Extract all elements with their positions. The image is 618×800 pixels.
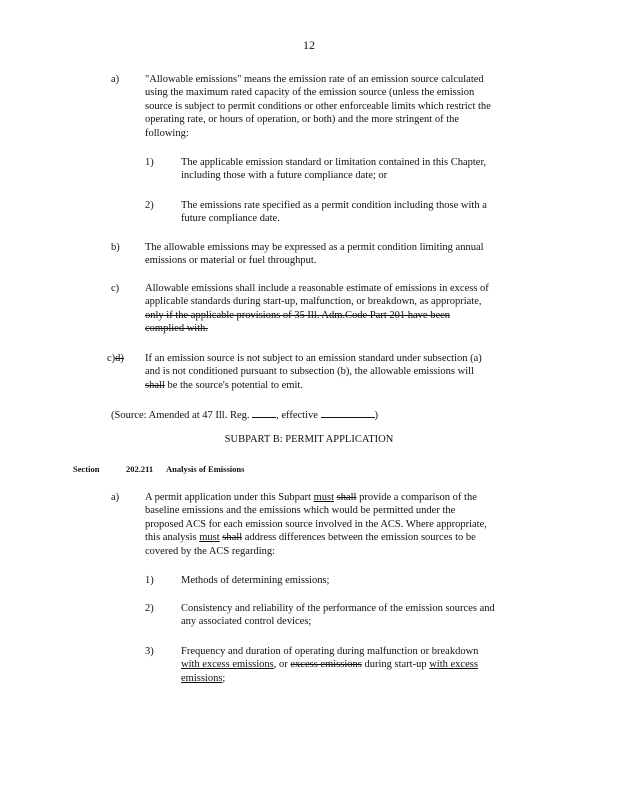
item-a-label: a) xyxy=(111,74,120,85)
item-a1-line: The applicable emission standard or limitation contained in this Chapter, xyxy=(181,157,487,168)
text-run: , or xyxy=(273,659,288,671)
section-heading xyxy=(73,464,244,474)
item-c-text xyxy=(145,282,537,336)
item-a1-label: 1) xyxy=(145,157,154,168)
text-run: provide a comparison of the xyxy=(359,492,477,503)
analysis-a-line xyxy=(145,531,527,544)
source-mid: , effective xyxy=(276,410,318,421)
text-run: ; xyxy=(222,672,226,684)
list-2-line: Consistency and reliability of the performance of the emission sources and xyxy=(181,603,495,614)
list-3-label: 3) xyxy=(145,646,154,657)
analysis-a-line: covered by the ACS regarding: xyxy=(145,545,276,557)
blank-line xyxy=(252,407,276,418)
item-a-text xyxy=(145,73,541,140)
list-3-line: Frequency and duration of operating during malfunction or breakdown xyxy=(181,646,479,657)
item-d-line xyxy=(145,379,529,392)
subpart-heading: SUBPART B: PERMIT APPLICATION xyxy=(224,434,394,445)
item-d-line: If an emission source is not subject to an emission standard under subsection (a) xyxy=(145,353,482,364)
item-a1-text xyxy=(181,156,526,183)
list-3-text xyxy=(181,645,526,685)
item-d-text xyxy=(145,352,529,392)
deleted-text: shall xyxy=(222,532,243,544)
list-2-text xyxy=(181,602,539,629)
item-a-line: using the maximum rated capacity of the emission source (unless the emission xyxy=(145,87,475,99)
deleted-text: complied with. xyxy=(145,323,208,335)
item-a2-text xyxy=(181,199,533,226)
list-1-line: Methods of determining emissions; xyxy=(181,575,330,586)
item-b-label: b) xyxy=(111,242,120,253)
item-b-line: The allowable emissions may be expressed as a permit condition limiting annual xyxy=(145,242,484,253)
section-number: 202.211 xyxy=(126,464,154,474)
list-3-line xyxy=(181,672,526,685)
item-a-line: "Allowable emissions" means the emission rate of an emission source calculated xyxy=(145,74,484,85)
analysis-a-line xyxy=(145,491,527,504)
item-a2-line: future compliance date. xyxy=(181,213,280,225)
list-1-label: 1) xyxy=(145,575,154,586)
text-run: during start-up xyxy=(364,659,427,671)
list-2-label: 2) xyxy=(145,603,154,614)
item-a2-label: 2) xyxy=(145,200,154,211)
analysis-a-line: proposed ACS for each emission source involved in the ACS. Where appropriate, xyxy=(145,518,487,530)
item-a2-line: The emissions rate specified as a permit condition including those with a xyxy=(181,200,487,211)
analysis-a-text xyxy=(145,491,527,558)
page-number: 12 xyxy=(303,38,315,52)
source-prefix: (Source: Amended at 47 Ill. Reg. xyxy=(111,410,250,421)
inserted-text: must xyxy=(199,532,220,544)
list-3-line xyxy=(181,658,526,671)
item-a-line: operating rate, or hours of operation, or both) and the more stringent of the xyxy=(145,114,460,126)
deleted-text: excess emissions xyxy=(290,659,362,671)
section-word: Section xyxy=(73,464,100,474)
item-a-line: source is subject to permit conditions or other enforceable limits which restrict the xyxy=(145,100,491,112)
analysis-a-label: a) xyxy=(111,492,120,503)
text-run: A permit application under this Subpart xyxy=(145,492,311,503)
item-c-label: c) xyxy=(111,283,120,294)
item-label-new: c) xyxy=(107,353,116,364)
text-run: address differences between the emission sources to be xyxy=(244,532,476,544)
item-d-line-rest: be the source's potential to emit. xyxy=(167,379,303,391)
inserted-text: with excess emissions xyxy=(181,659,274,671)
inserted-text: with excess xyxy=(429,659,478,671)
text-run: this analysis xyxy=(145,532,197,544)
item-d-label xyxy=(107,352,124,365)
blank-line xyxy=(321,407,375,418)
source-note xyxy=(111,407,531,422)
deleted-text: shall xyxy=(145,379,165,391)
item-label-deleted: d) xyxy=(115,353,124,364)
analysis-a-line: baseline emissions and the emissions which would be permitted under the xyxy=(145,505,456,517)
item-b-text xyxy=(145,241,523,268)
item-c-line: Allowable emissions shall include a reasonable estimate of emissions in excess of xyxy=(145,283,489,294)
inserted-text: must xyxy=(313,492,334,503)
item-b-line: emissions or material or fuel throughput. xyxy=(145,255,317,267)
inserted-text: emissions xyxy=(181,672,223,684)
item-a-line: following: xyxy=(145,127,189,139)
list-1-text xyxy=(181,574,521,587)
deleted-text: only if the applicable provisions of 35 Ill. Adm.Code Part 201 have been xyxy=(145,309,451,321)
deleted-text: shall xyxy=(336,492,357,503)
item-c-line: applicable standards during start-up, malfunction, or breakdown, as appropriate, xyxy=(145,296,482,308)
section-title: Analysis of Emissions xyxy=(166,464,245,474)
list-2-line: any associated control devices; xyxy=(181,616,312,628)
item-d-line: and is not conditioned pursuant to subsection (b), the allowable emissions will xyxy=(145,366,474,378)
item-a1-line: including those with a future compliance date; or xyxy=(181,170,388,182)
source-suffix: ) xyxy=(374,410,379,421)
